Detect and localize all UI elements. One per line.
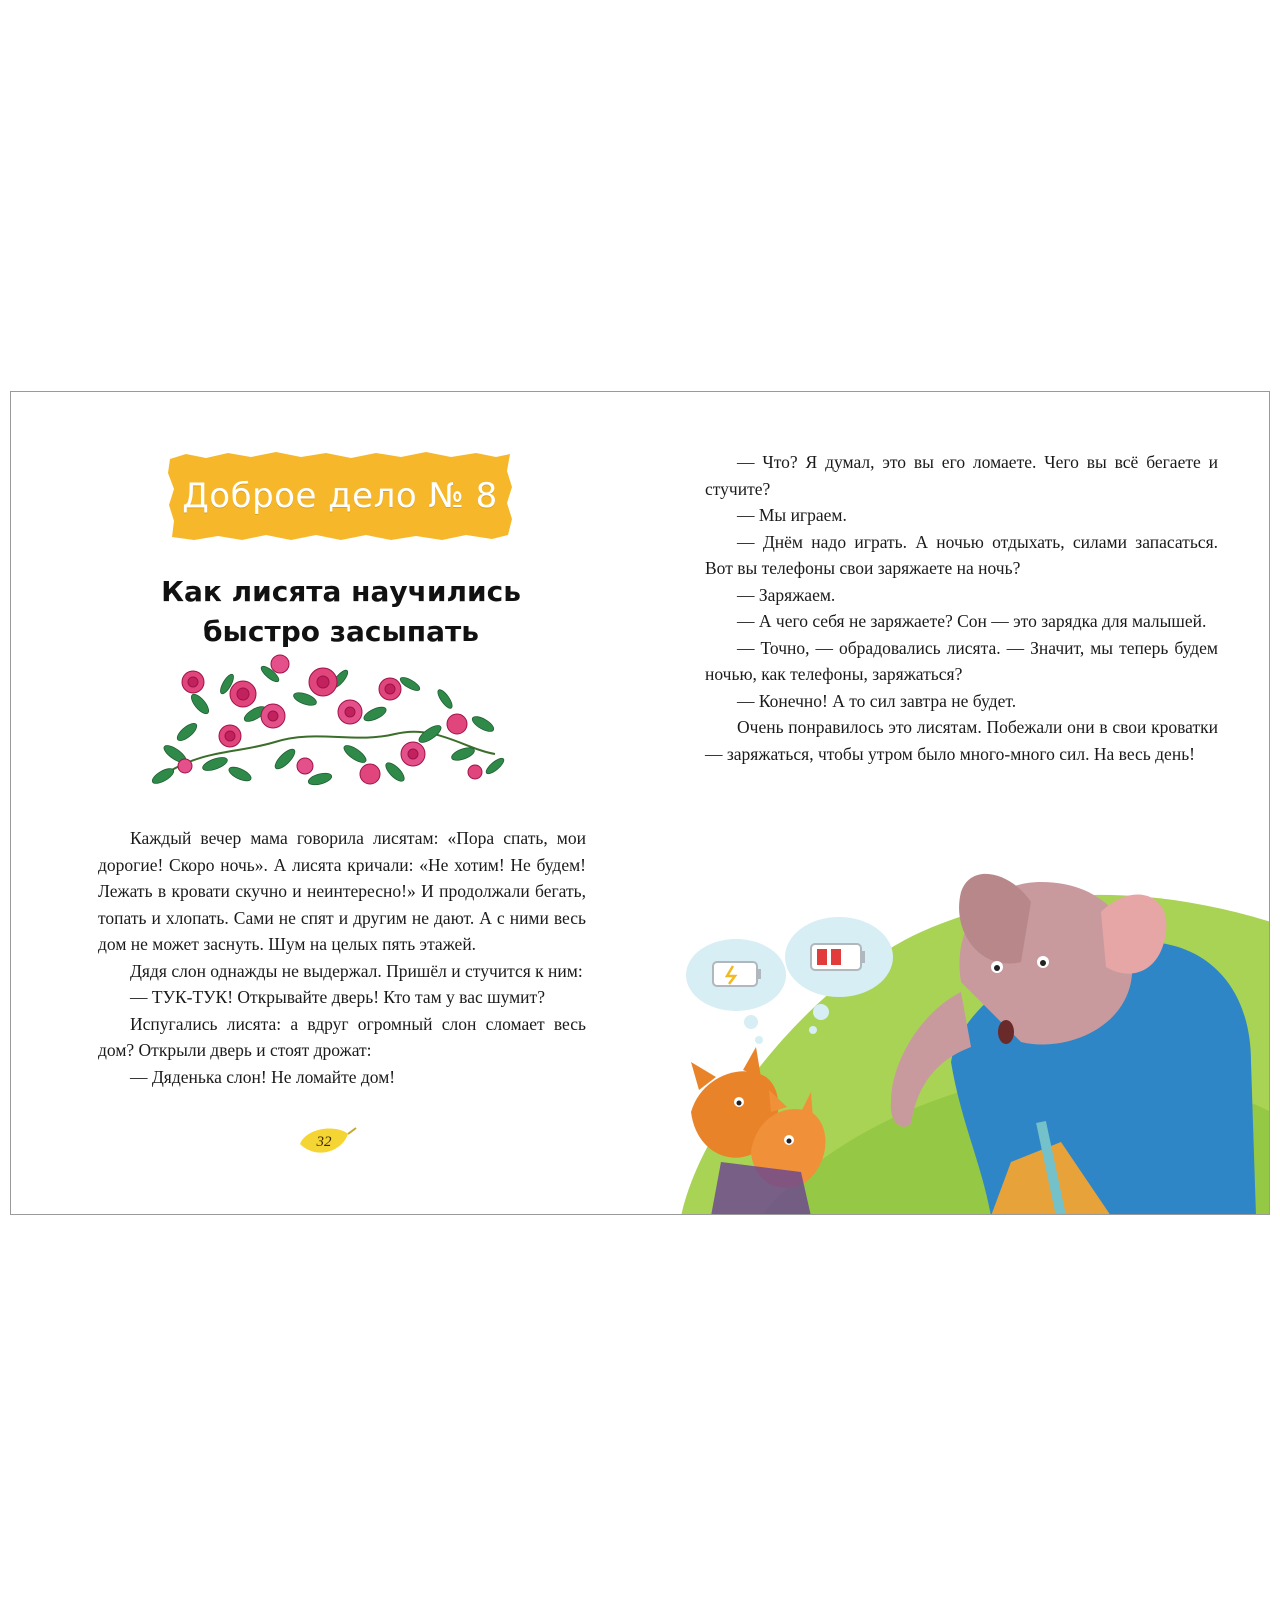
chapter-banner (166, 451, 514, 541)
story-title (151, 572, 531, 652)
story-title-line-1: Как лисята научились (161, 575, 521, 608)
paragraph: — ТУК-ТУК! Открывайте дверь! Кто там у вас шумит? (130, 987, 545, 1007)
paragraph: Дядя слон однажды не выдержал. Пришёл и стучится к ним: (130, 960, 583, 981)
right-page-text (705, 449, 1218, 767)
paragraph: — Дяденька слон! Не ломайте дом! (130, 1066, 396, 1087)
rose-bush-illustration (145, 654, 505, 804)
page-number: 32 (316, 1133, 332, 1150)
paragraph: — Мы играем. (737, 505, 847, 525)
paragraph: Очень понравилось это лисятам. Побежали они в свои кроватки — заряжаться, чтобы утром было много-много сил. На весь день! (705, 717, 1218, 764)
paragraph: — Что? Я думал, это вы его ломаете. Чего вы всё бегаете и стучите? (705, 452, 1218, 499)
story-title-line-2: быстро засыпать (203, 615, 479, 648)
paragraph: — Днём надо играть. А ночью отдыхать, силами запасаться. Вот вы телефоны свои заряжаете на ночь? (705, 531, 1218, 578)
paragraph: — Точно, — обрадовались лисята. — Значит, мы теперь будем ночью, как телефоны, заряжаться? (705, 637, 1218, 684)
empty-battery-thought-icon (686, 939, 786, 1044)
left-page-text (98, 825, 586, 1090)
paragraph: — А чего себя не заряжаете? Сон — это зарядка для малышей. (737, 611, 1207, 631)
book-spread (10, 391, 1270, 1215)
paragraph: Каждый вечер мама говорила лисятам: «Пора спать, мои дорогие! Скоро ночь». А лисята кричали: «Не хотим! Не будем! Лежать в кровати скучно и неинтересно!» И продолжали бегать, топать и хлопать. Сами не спят и другим не дают. А с ними весь дом не может заснуть. Шум на целых пять этажей. (98, 828, 586, 954)
elephant-and-foxes-illustration (661, 862, 1270, 1215)
paragraph: — Конечно! А то сил завтра не будет. (737, 690, 1017, 711)
chapter-number: Доброе дело № 8 (182, 476, 498, 516)
paragraph: Испугались лисята: а вдруг огромный слон сломает весь дом? Открыли дверь и стоят дрожат: (98, 1013, 586, 1060)
page-number-badge (296, 1122, 358, 1162)
paragraph: — Заряжаем. (737, 584, 836, 605)
